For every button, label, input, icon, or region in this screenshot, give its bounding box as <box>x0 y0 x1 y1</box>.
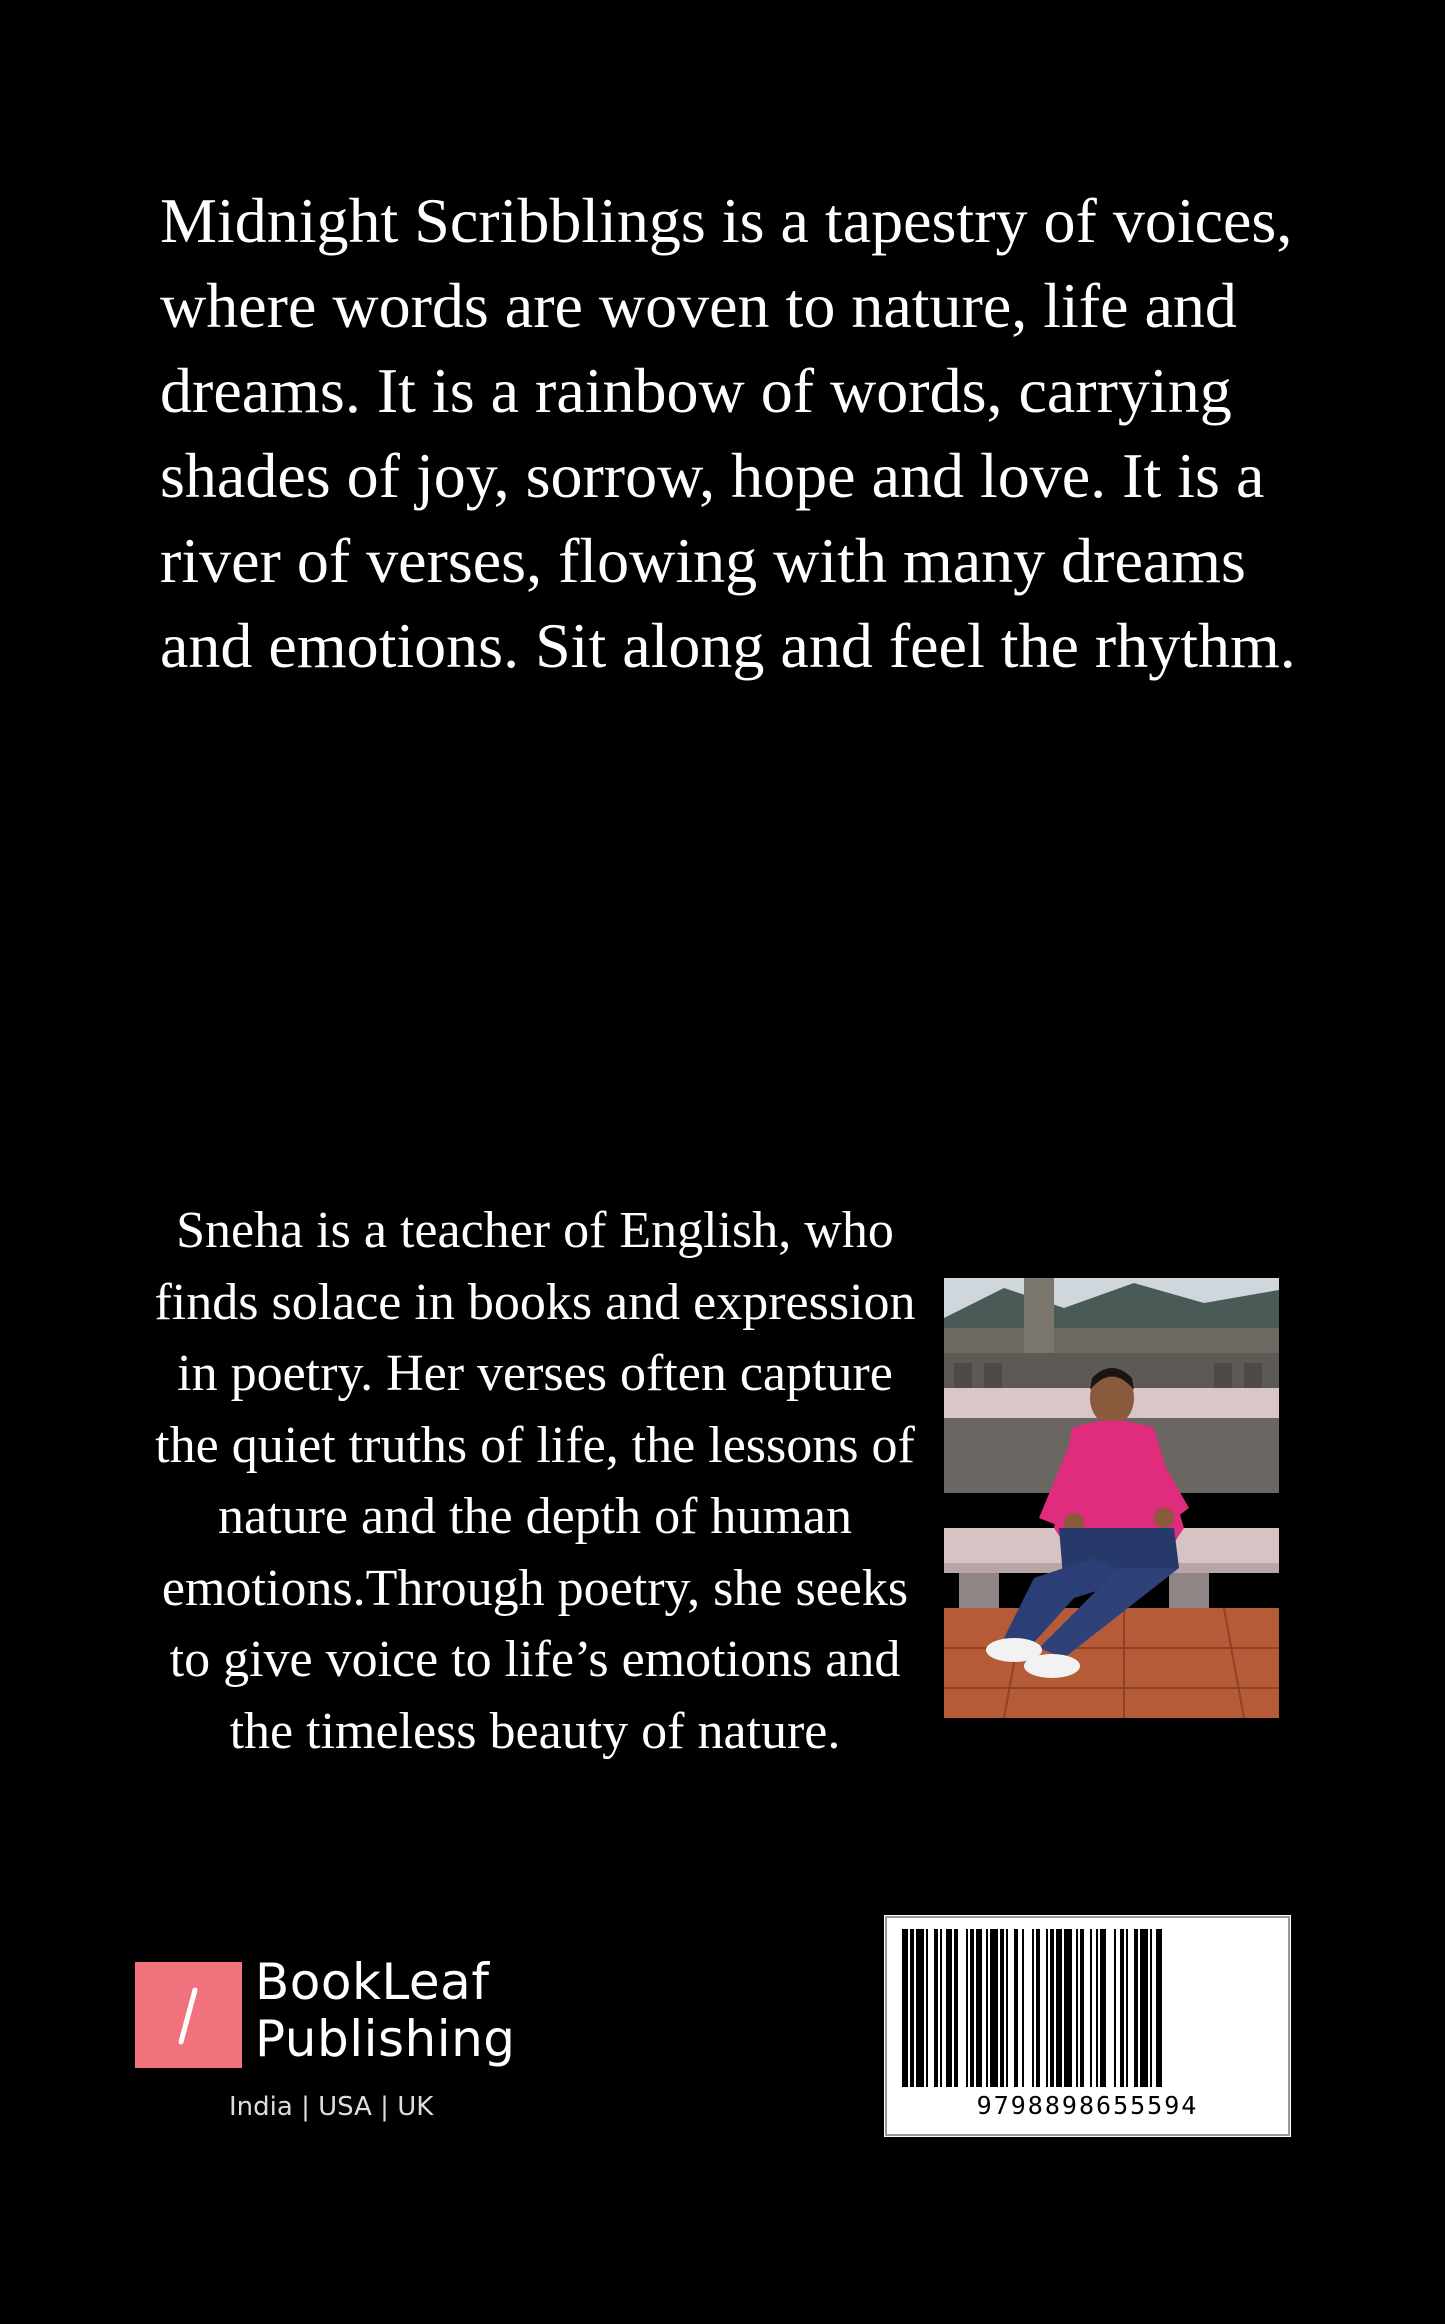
barcode-bar <box>934 1929 938 2087</box>
book-blurb: Midnight Scribblings is a tapestry of voices, where words are woven to nature, life and dreams. It is a rainbow of words, carrying shades of joy, sorrow, hope and love. It is a river of verses, flowing with many dreams and emotions. Sit along and feel the rhythm. <box>160 185 1296 681</box>
barcode-bar <box>966 1929 968 2087</box>
publisher-logo <box>135 1953 535 2132</box>
barcode-bar <box>1114 1929 1116 2087</box>
publisher-name-line2: Publishing <box>255 2010 516 2068</box>
barcode-bar <box>1064 1929 1072 2087</box>
publisher-name-line1: BookLeaf <box>255 1953 490 2011</box>
barcode-bar <box>1036 1929 1040 2087</box>
barcode-bar <box>1014 1929 1018 2087</box>
barcode-bar <box>1000 1929 1004 2087</box>
author-photo <box>944 1278 1279 1718</box>
barcode-bar <box>1134 1929 1138 2087</box>
barcode-bar <box>910 1929 914 2087</box>
barcode-bar <box>970 1929 974 2087</box>
barcode-bar <box>986 1929 988 2087</box>
author-bio: Sneha is a teacher of English, who finds solace in books and expression in poetry. Her verses often capture the quiet truths of life, the lessons of nature and the depth of human emotions.Through poetry, she seeks to give voice to life’s emotions and the timeless beauty of nature. <box>154 1202 916 1760</box>
barcode-bar <box>902 1929 908 2087</box>
leaf-slash-icon <box>135 1962 242 2068</box>
barcode-bar <box>1046 1929 1048 2087</box>
barcode-bar <box>1080 1929 1084 2087</box>
barcode-bar <box>1032 1929 1034 2087</box>
publisher-regions: India | USA | UK <box>229 2092 434 2122</box>
barcode-bar <box>976 1929 982 2087</box>
barcode-bar <box>1006 1929 1008 2087</box>
barcode-bar <box>1096 1929 1098 2087</box>
barcode-bar <box>916 1929 924 2087</box>
publisher-name <box>255 1954 516 2068</box>
barcode-bar <box>1150 1929 1152 2087</box>
barcode-bar <box>1056 1929 1062 2087</box>
barcode-bar <box>1090 1929 1092 2087</box>
barcode-bar <box>990 1929 998 2087</box>
barcode-bar <box>926 1929 928 2087</box>
barcode-bar <box>1076 1929 1078 2087</box>
barcode-bar <box>1050 1929 1054 2087</box>
barcode-bar <box>1120 1929 1124 2087</box>
barcode-bar <box>946 1929 952 2087</box>
isbn-number: 9798898655594 <box>976 2091 1199 2120</box>
barcode-bar <box>1140 1929 1148 2087</box>
barcode-bar <box>940 1929 942 2087</box>
barcode-bar <box>954 1929 958 2087</box>
isbn-barcode <box>884 1915 1291 2137</box>
barcode-bar <box>1126 1929 1128 2087</box>
barcode-bar <box>1156 1929 1162 2087</box>
barcode-bar <box>1100 1929 1106 2087</box>
barcode-bar <box>1022 1929 1024 2087</box>
